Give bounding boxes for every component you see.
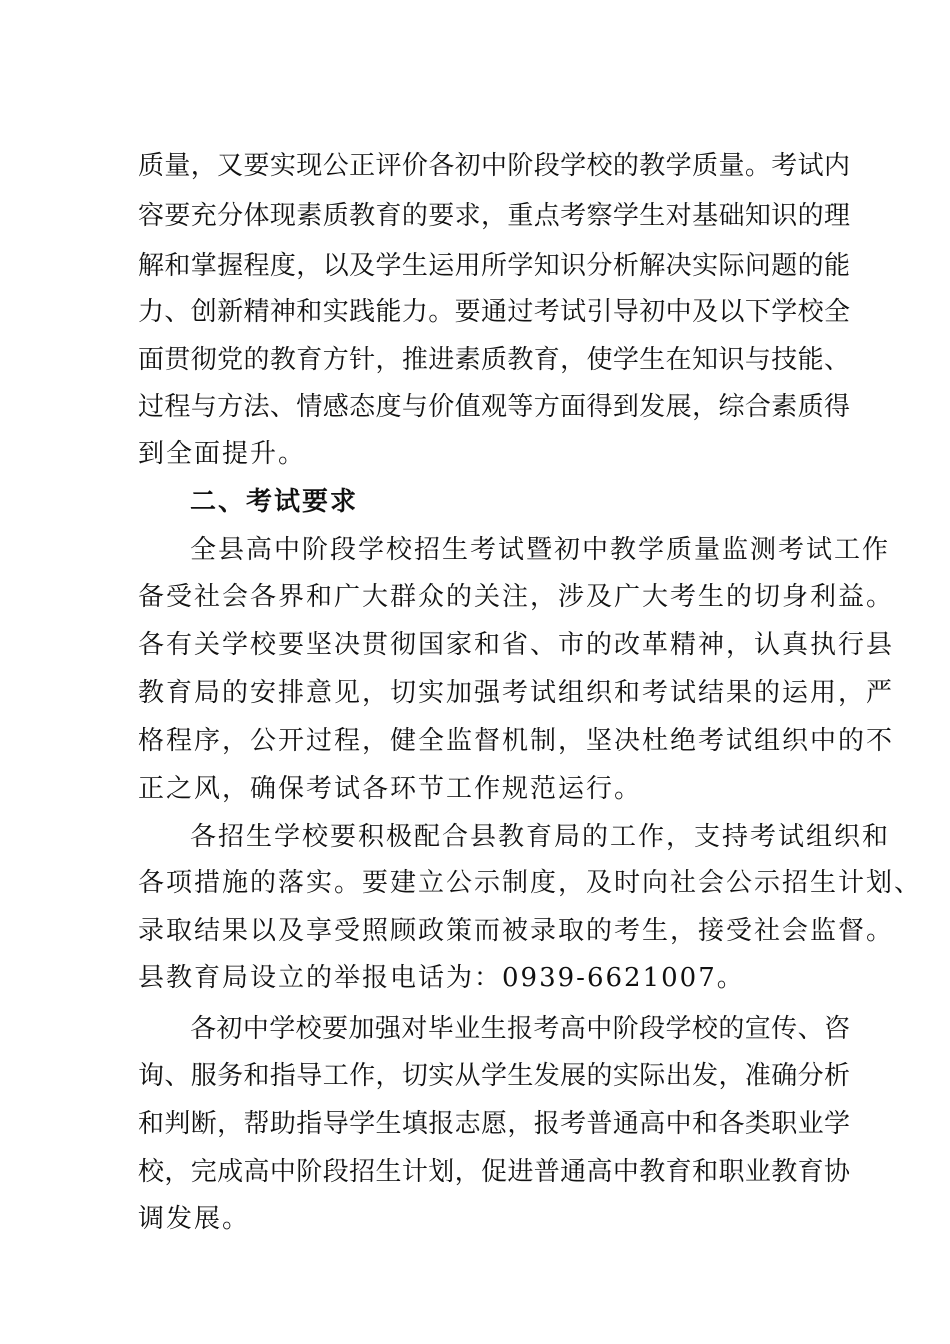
paragraph-4-line-4: 校，完成高中阶段招生计划，促进普通高中教育和职业教育协 — [138, 1157, 850, 1187]
paragraph-2-line-3: 各有关学校要坚决贯彻国家和省、市的改革精神，认真执行县 — [138, 630, 895, 660]
paragraph-4-line-5: 调发展。 — [138, 1204, 251, 1234]
paragraph-2-line-4: 教育局的安排意见，切实加强考试组织和考试结果的运用，严 — [138, 678, 895, 708]
paragraph-1-line-2: 容要充分体现素质教育的要求，重点考察学生对基础知识的理 — [138, 201, 850, 231]
paragraph-3-line-4: 县教育局设立的举报电话为：0939-6621007。 — [138, 963, 745, 993]
paragraph-2-line-1: 全县高中阶段学校招生考试暨初中教学质量监测考试工作 — [190, 535, 891, 565]
paragraph-3-line-2: 各项措施的落实。要建立公示制度，及时向社会公示招生计划、 — [138, 868, 923, 898]
paragraph-2-line-6: 正之风，确保考试各环节工作规范运行。 — [138, 774, 643, 804]
paragraph-4-line-3: 和判断，帮助指导学生填报志愿，报考普通高中和各类职业学 — [138, 1109, 850, 1139]
paragraph-2-line-5: 格程序，公开过程，健全监督机制，坚决杜绝考试组织中的不 — [138, 726, 895, 756]
paragraph-4-line-1: 各初中学校要加强对毕业生报考高中阶段学校的宣传、咨 — [190, 1014, 850, 1044]
paragraph-4-line-2: 询、服务和指导工作，切实从学生发展的实际出发，准确分析 — [138, 1061, 850, 1091]
paragraph-1-line-3: 解和掌握程度，以及学生运用所学知识分析解决实际问题的能 — [138, 251, 850, 281]
paragraph-1-line-1: 质量，又要实现公正评价各初中阶段学校的教学质量。考试内 — [138, 151, 850, 181]
paragraph-1-line-4: 力、创新精神和实践能力。要通过考试引导初中及以下学校全 — [138, 297, 850, 327]
paragraph-3-line-1: 各招生学校要积极配合县教育局的工作，支持考试组织和 — [190, 822, 891, 852]
paragraph-2-line-2: 备受社会各界和广大群众的关注，涉及广大考生的切身利益。 — [138, 582, 895, 612]
paragraph-1-line-7: 到全面提升。 — [138, 439, 307, 469]
section-heading: 二、考试要求 — [190, 487, 359, 517]
paragraph-1-line-5: 面贯彻党的教育方针，推进素质教育，使学生在知识与技能、 — [138, 345, 850, 375]
paragraph-3-line-3: 录取结果以及享受照顾政策而被录取的考生，接受社会监督。 — [138, 916, 895, 946]
paragraph-1-line-6: 过程与方法、情感态度与价值观等方面得到发展，综合素质得 — [138, 392, 850, 422]
